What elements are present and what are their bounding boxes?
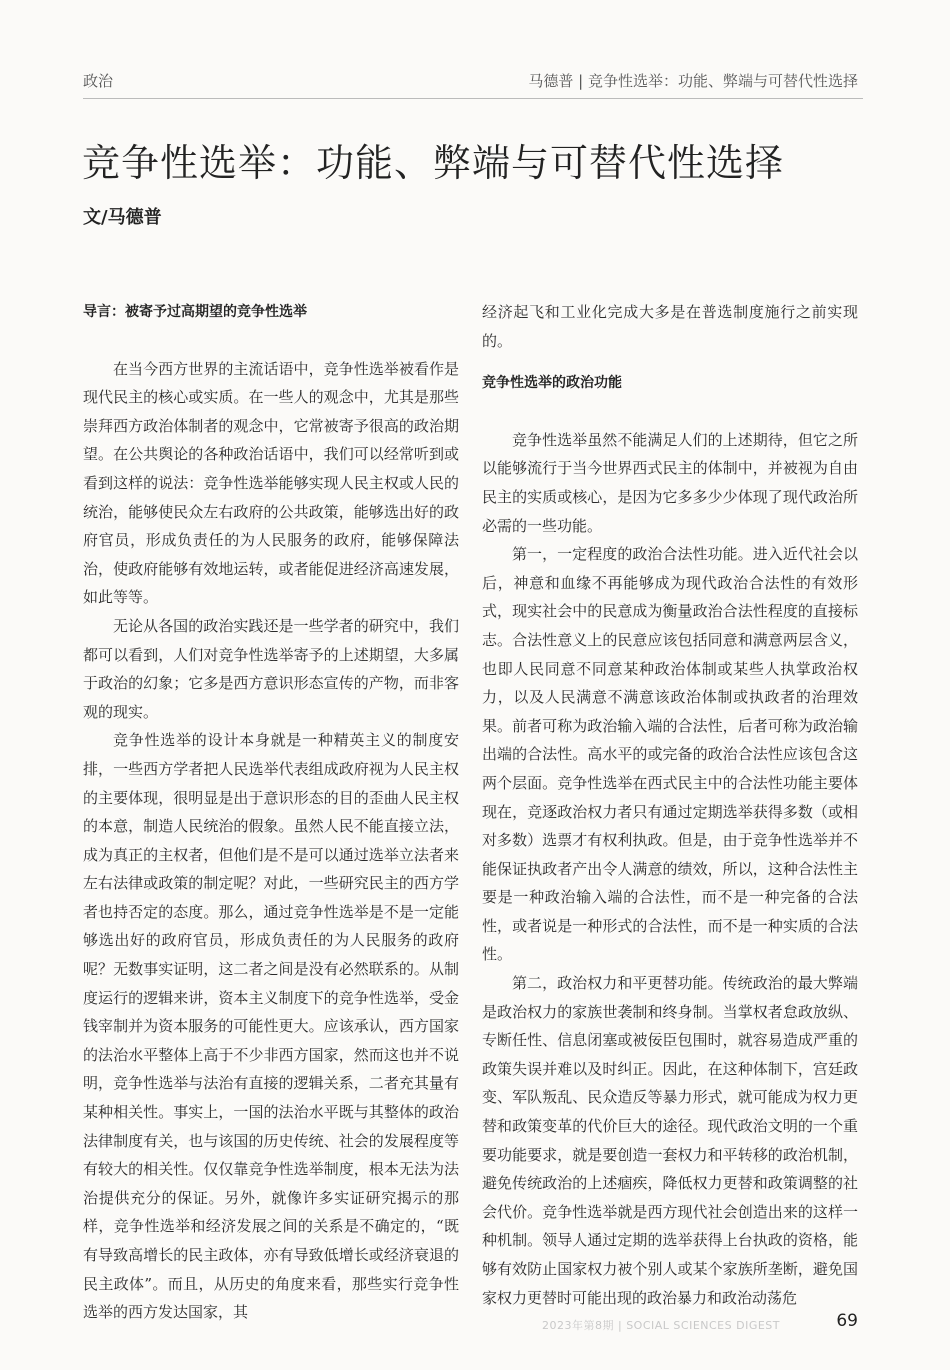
paragraph: 第一，一定程度的政治合法性功能。进入近代社会以后，神意和血缘不再能够成为现代政治合法性的有效形式，现实社会中的民意成为衡量政治合法性程度的直接标志。合法性意义上的民意应该包括同意和满意两层含义，也即人民同意不同意某种政治体制或某些人执掌政治权力，以及人民满意不满意该政治体制或执政者的治理效果。前者可称为政治输入端的合法性，后者可称为政治输出端的合法性。高水平的或完备的政治合法性应该包含这两个层面。竞争性选举在西式民主中的合法性功能主要体现在，竞逐政治权力者只有通过定期选举获得多数（或相对多数）选票才有权利执政。但是，由于竞争性选举并不能保证执政者产出令人满意的绩效，所以，这种合法性主要是一种政治输入端的合法性，而不是一种完备的合法性，或者说是一种形式的合法性，而不是一种实质的合法性。 [482, 545, 858, 964]
page-footer [0, 1305, 950, 1345]
paragraph: 第二，政治权力和平更替功能。传统政治的最大弊端是政治权力的家族世袭制和终身制。当掌权者怠政放纵、专断任性、信息闭塞或被佞臣包围时，就容易造成严重的政策失误并难以及时纠正。因此，在这种体制下，宫廷政变、军队叛乱、民众造反等暴力形式，就可能成为权力更替和政策变革的代价巨大的途径。现代政治文明的一个重要功能要求，就是要创造一套权力和平转移的政治机制，避免传统政治的上述痼疾，降低权力更替和政策调整的社会代价。竞争性选举就是西方现代社会创造出来的这样一种机制。领导人通过定期的选举获得上台执政的资格，能够有效防止国家权力被个别人或某个家族所垄断，避免国家权力更替时可能出现的政治暴力和政治动荡危 [482, 974, 858, 1307]
running-title: 马德普 | 竞争性选举：功能、弊端与可替代性选择 [528, 72, 858, 90]
paragraph: 无论从各国的政治实践还是一些学者的研究中，我们都可以看到，人们对竞争性选举寄予的上述期望，大多属于政治的幻象；它多是西方意识形态宣传的产物，而非客观的现实。 [83, 616, 459, 721]
page-number: 69 [836, 1311, 858, 1331]
header-divider [83, 98, 863, 99]
paragraph: 在当今西方世界的主流话语中，竞争性选举被看作是现代民主的核心或实质。在一些人的观念中，尤其是那些崇拜西方政治体制者的观念中，它常被寄予很高的政治期望。在公共舆论的各种政治话语中，我们可以经常听到或看到这样的说法：竞争性选举能够实现人民主权或人民的统治，能够使民众左右政府的公共政策，能够选出好的政府官员，形成负责任的为人民服务的政府，能够保障法治，使政府能够有效地运转，或者能促进经济高速发展，如此等等。 [83, 359, 459, 607]
paragraph: 竞争性选举的设计本身就是一种精英主义的制度安排，一些西方学者把人民选举代表组成政府视为人民主权的主要体现，很明显是出于意识形态的目的歪曲人民主权的本意，制造人民统治的假象。虽然人民不能直接立法，成为真正的主权者，但他们是不是可以通过选举立法者来左右法律或政策的制定呢？对此，一些研究民主的西方学者也持否定的态度。那么，通过竞争性选举是不是一定能够选出好的政府官员，形成负责任的为人民服务的政府呢？无数事实证明，这二者之间是没有必然联系的。从制度运行的逻辑来讲，资本主义制度下的竞争性选举，受金钱宰制并为资本服务的可能性更大。应该承认，西方国家的法治水平整体上高于不少非西方国家，然而这也并不说明，竞争性选举与法治有直接的逻辑关系，二者充其量有某种相关性。事实上，一国的法治水平既与其整体的政治法律制度有关，也与该国的历史传统、社会的发展程度等有较大的相关性。仅仅靠竞争性选举制度，根本无法为法治提供充分的保证。另外，就像许多实证研究揭示的那样，竞争性选举和经济发展之间的关系是不确定的，“既有导致高增长的民主政体，亦有导致低增长或经济衰退的民主政体”。而且，从历史的角度来看，那些实行竞争性选举的西方发达国家，其 [83, 731, 459, 1322]
section-label: 政治 [83, 72, 114, 90]
article-title: 竞争性选举：功能、弊端与可替代性选择 [82, 141, 785, 185]
byline: 文/马德普 [83, 207, 162, 228]
paragraph-continued: 经济起飞和工业化完成大多是在普选制度施行之前实现的。 [482, 303, 858, 350]
left-column [83, 298, 459, 1327]
section-heading-functions: 竞争性选举的政治功能 [482, 375, 622, 392]
right-column [482, 298, 858, 1312]
journal-name: 2023年第8期 | SOCIAL SCIENCES DIGEST [542, 1319, 780, 1332]
paragraph: 竞争性选举虽然不能满足人们的上述期待，但它之所以能够流行于当今世界西式民主的体制中，并被视为自由民主的实质或核心，是因为它多多少少体现了现代政治所必需的一些功能。 [482, 430, 858, 535]
page-header [0, 0, 950, 100]
section-heading-intro: 导言：被寄予过高期望的竞争性选举 [83, 304, 307, 320]
